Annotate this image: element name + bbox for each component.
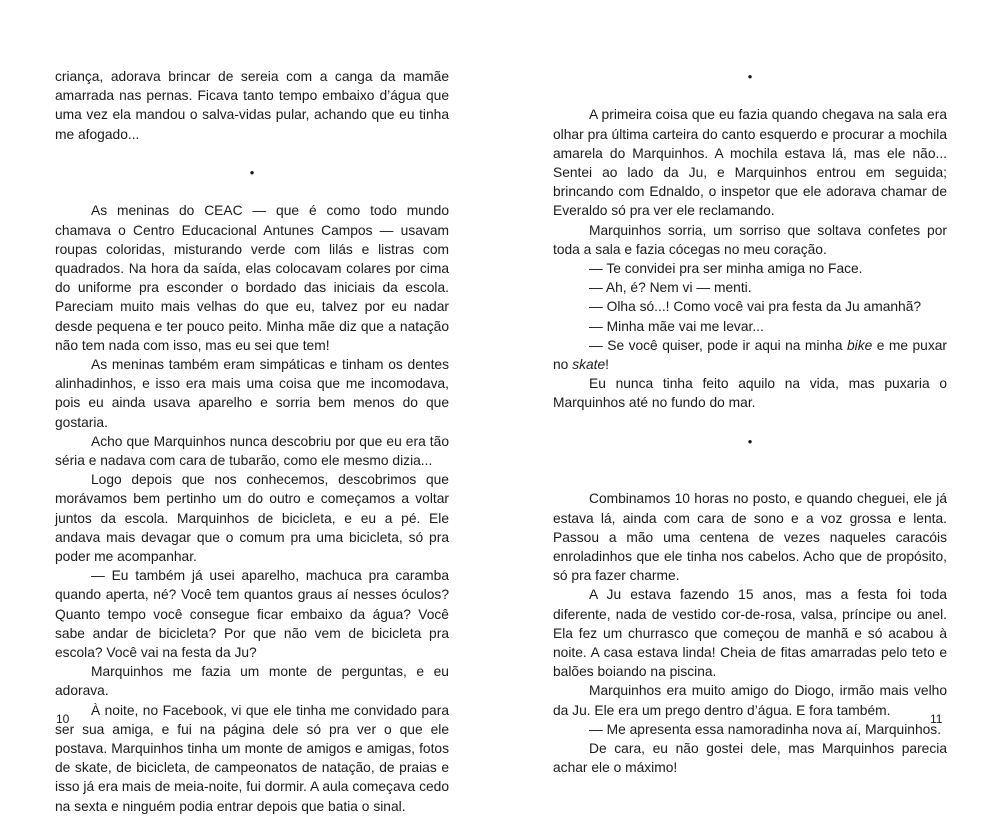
dialogue-line: — Te convidei pra ser minha amiga no Face.: [589, 261, 863, 277]
dialogue-line: — Olha só...! Como você vai pra festa da Ju amanhã?: [589, 299, 922, 315]
page-number: 10: [56, 712, 70, 726]
paragraph: — Eu também já usei aparelho, machuca pra caramba quando aperta, né? Você tem quantos graus aí nesses óculos? Quanto tempo você consegue ficar embaixo da água? Você sabe andar de bicicleta? Por que não vem de bicicleta pra escola? Você vai na festa da Ju?: [55, 568, 449, 661]
emphasis-bike: bike: [846, 337, 873, 353]
dialogue-line: — Me apresenta essa namoradinha nova aí, Marquinhos.: [589, 721, 942, 737]
section-separator: •: [747, 69, 753, 84]
paragraph: De cara, eu não gostei dele, mas Marquinhos parecia achar ele o máximo!: [553, 741, 947, 776]
dialogue-line: — Se você quiser, pode ir aqui na minha bike e me puxar no skate!: [553, 337, 947, 373]
section-separator: •: [747, 433, 753, 449]
paragraph: Logo depois que nos conhecemos, descobrimos que morávamos bem pertinho um do outro e começamos a voltar juntos da escola. Marquinhos de bicicleta, e eu a pé. Ele andava mais devagar que o comum pra uma bicicleta, só pra poder me acompanhar.: [55, 472, 449, 565]
paragraph: Marquinhos era muito amigo do Diogo, irmão mais velho da Ju. Ele era um prego dentro d’água. E fora também.: [553, 683, 947, 718]
paragraph: As meninas do CEAC — que é como todo mundo chamava o Centro Educacional Antunes Campos — usavam roupas coloridas, misturando verde com lilás e listras com quadrados. Na hora da saída, elas colocavam colares por cima do uniforme pra esconder o bordado das iniciais da escola. Pareciam muito mais velhas do que eu, talvez por eu nadar desde pequena e ter pouco peito. Minha mãe diz que a natação não tem nada com isso, mas eu sei que tem!: [55, 203, 449, 353]
paragraph: Eu nunca tinha feito aquilo na vida, mas puxaria o Marquinhos até no fundo do mar.: [553, 376, 947, 411]
emphasis-skate: skate: [572, 357, 606, 373]
dialogue-line: — Minha mãe vai me levar...: [589, 318, 764, 334]
paragraph: À noite, no Facebook, vi que ele tinha me convidado para ser sua amiga, e fui na página dele só pra ver o que ele postava. Marquinhos tinha um monte de amigos e amigas, fotos de skate, de bicicleta, de campeonatos de natação, de praias e isso já era mais de meia-noite, fui dormir. A aula começava cedo na sexta e ninguém podia entrar depois que batia o sinal.: [55, 702, 449, 814]
paragraph: Combinamos 10 horas no posto, e quando cheguei, ele já estava lá, ainda com cara de sono e a voz grossa e lenta. Passou a mão uma centena de vezes naqueles caracóis enroladinhos que ele tinha nos cabelos. Acho que de propósito, só pra fazer charme.: [553, 491, 947, 584]
page-number: 11: [930, 712, 943, 726]
left-page-text: [55, 67, 449, 816]
left-page: [0, 0, 500, 814]
right-page-text: [553, 67, 947, 777]
paragraph: A Ju estava fazendo 15 anos, mas a festa foi toda diferente, nada de vestido cor-de-rosa, valsa, príncipe ou anel. Ela fez um churrasco que começou de manhã e só acabou à noite. A casa estava linda! Cheia de fitas amarradas pelo teto e balões boiando na piscina.: [553, 587, 947, 680]
paragraph: criança, adorava brincar de sereia com a canga da mamãe amarrada nas pernas. Ficava tanto tempo embaixo d’água que uma vez ela mandou o salva-vidas pular, achando que eu tinha me afogado...: [55, 69, 449, 142]
paragraph: A primeira coisa que eu fazia quando chegava na sala era olhar pra última carteira do canto esquerdo e procurar a mochila amarela do Marquinhos. A mochila estava lá, mas ele não... Sentei ao lado da Ju, e Marquinhos entrou em seguida; brincando com Ednaldo, o inspetor que ele adorava chamar de Everaldo só pra ver ele reclamando.: [553, 107, 947, 219]
paragraph: Acho que Marquinhos nunca descobriu por que eu era tão séria e nadava com cara de tubarão, como ele mesmo dizia...: [55, 433, 449, 469]
paragraph: As meninas também eram simpáticas e tinham os dentes alinhadinhos, e isso era mais uma coisa que me incomodava, pois eu ainda usava aparelho e sorria bem menos do que gostaria.: [55, 357, 449, 430]
section-separator: •: [249, 165, 255, 180]
paragraph: Marquinhos me fazia um monte de perguntas, e eu adorava.: [55, 664, 449, 699]
paragraph: Marquinhos sorria, um sorriso que soltava confetes por toda a sala e fazia cócegas no meu coração.: [553, 222, 947, 257]
dialogue-line: — Ah, é? Nem vi — menti.: [589, 280, 752, 296]
